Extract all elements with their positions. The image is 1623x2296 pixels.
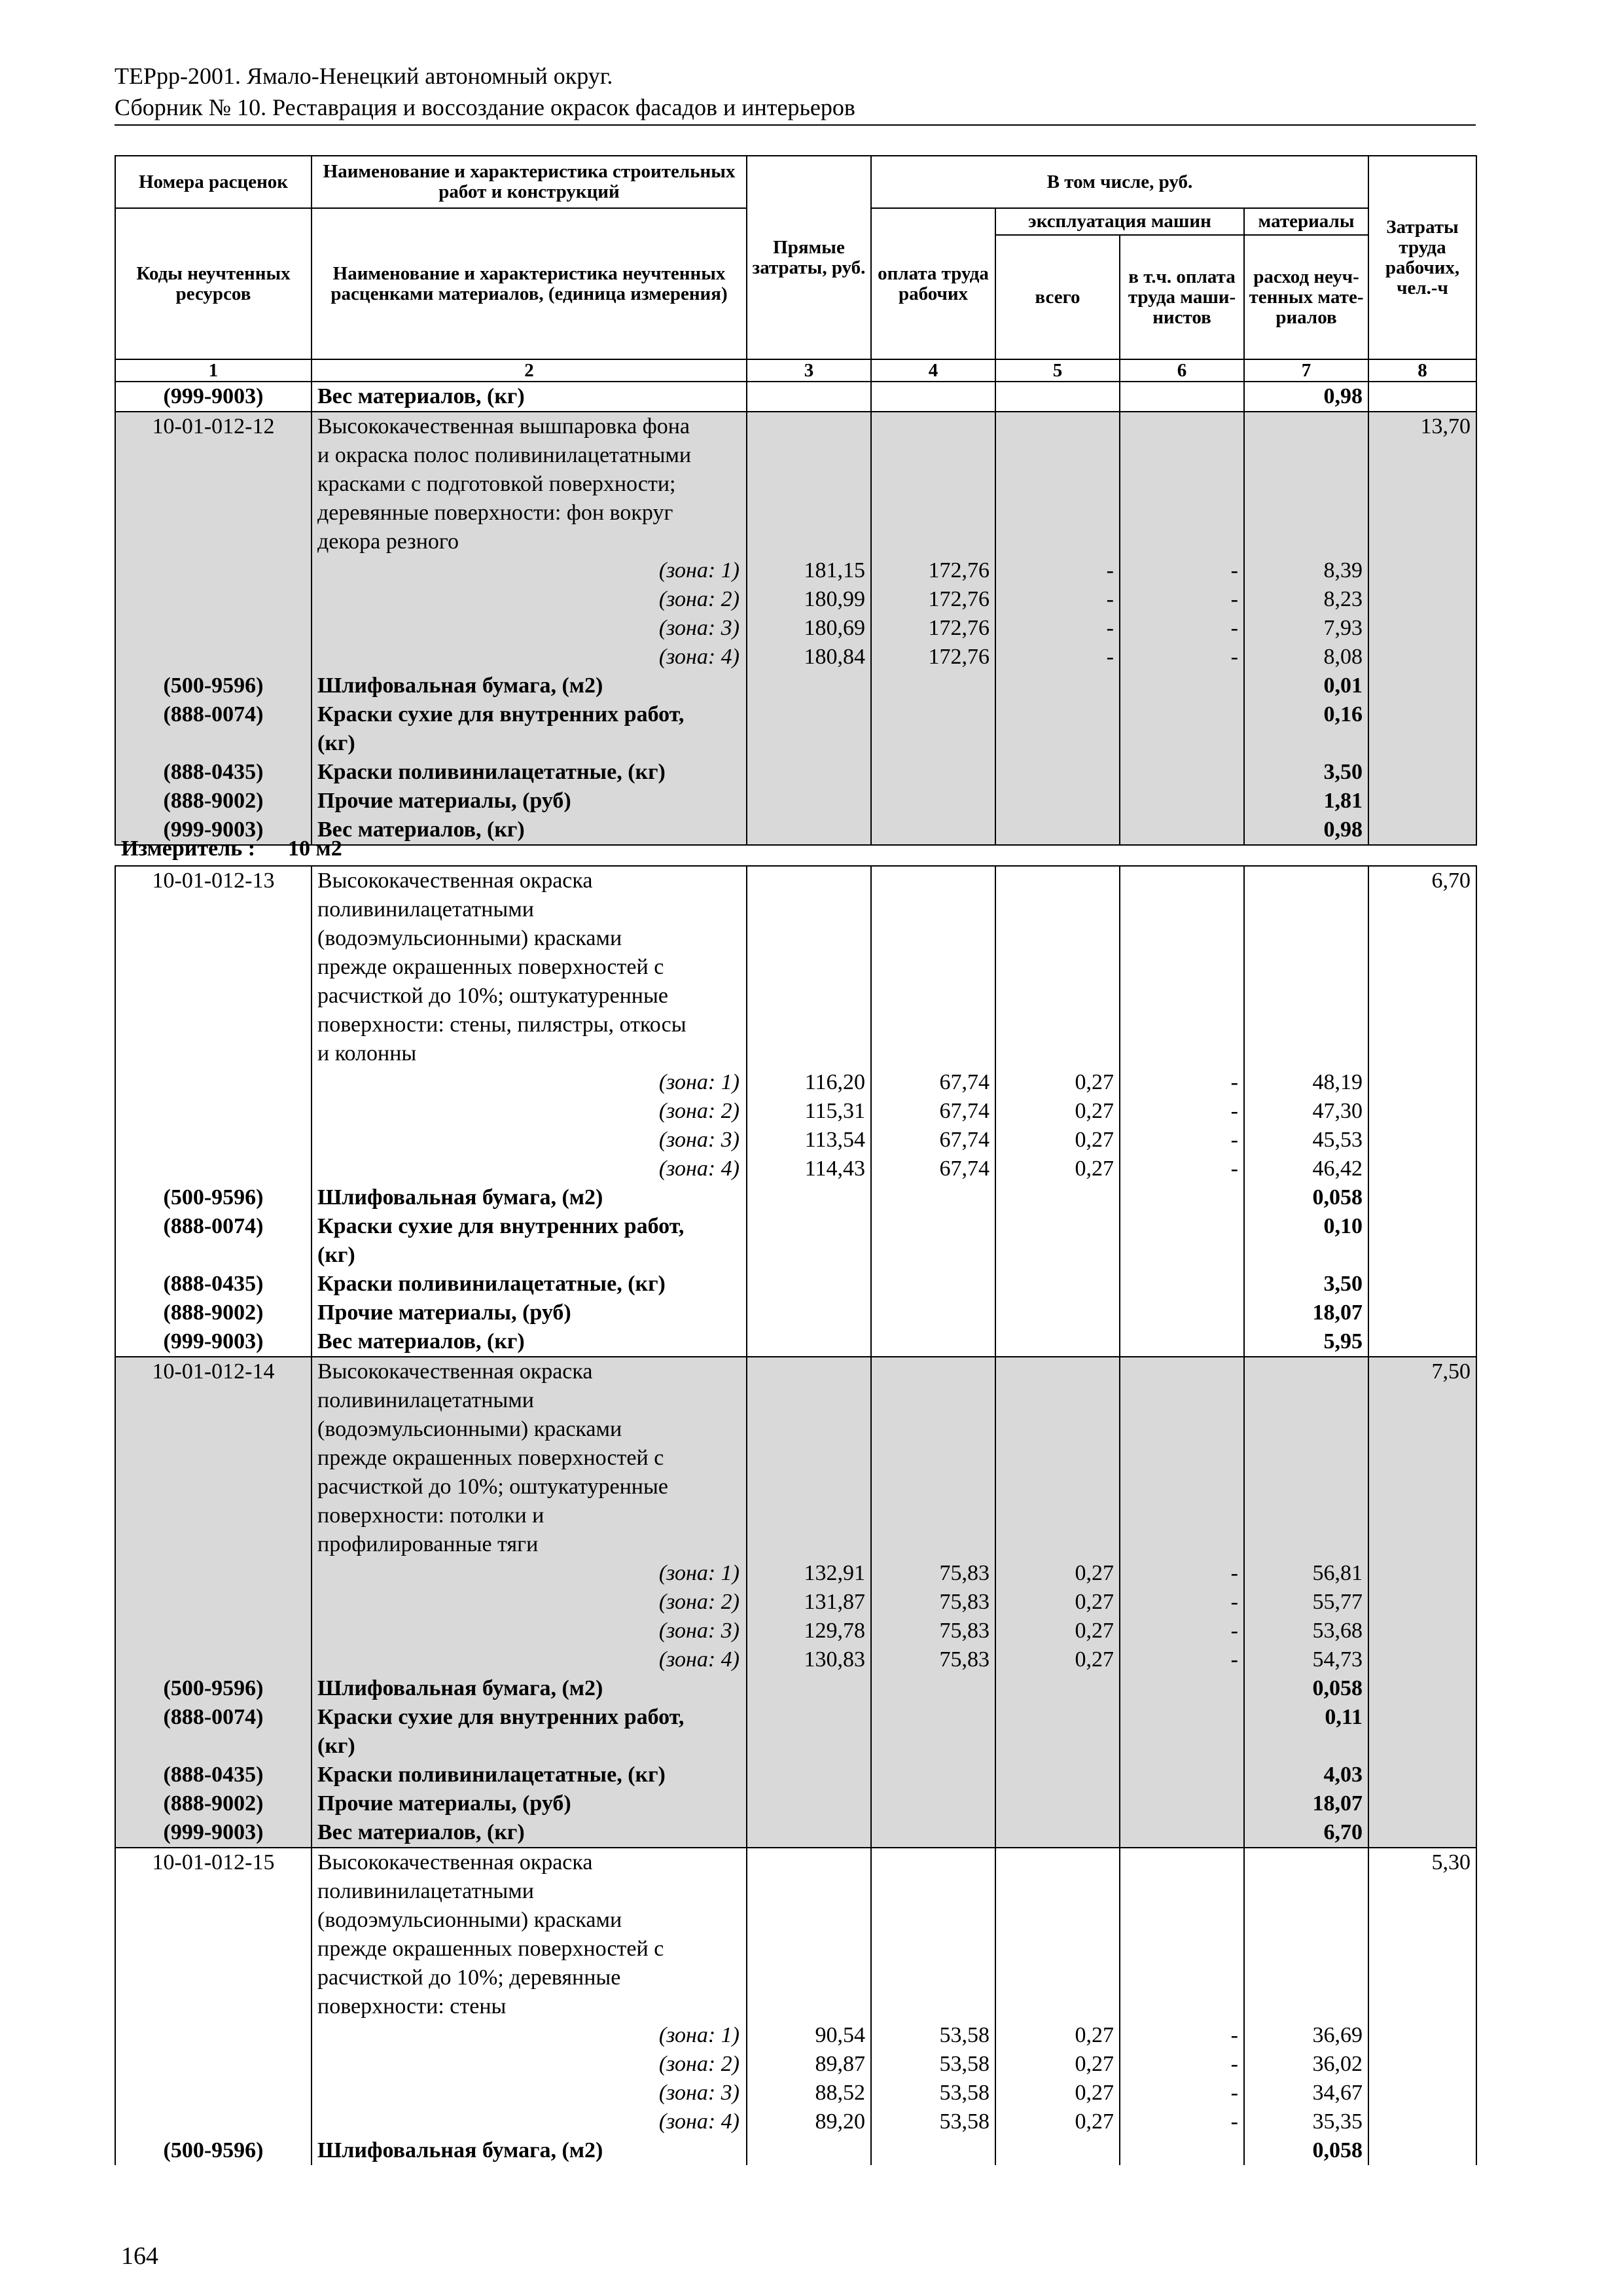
resource-row: (888-0074) Краски сухие для внутренних работ, 0,16	[115, 700, 1476, 729]
table-row: 10-01-012-15 Высококачественная окраска 5,30	[115, 1848, 1476, 1877]
table-row: поливинилацетатными	[115, 895, 1476, 924]
col-machine-wages: в т.ч. оплата труда маши-нистов	[1120, 235, 1244, 359]
resource-row: (кг)	[115, 1732, 1476, 1761]
table-row: расчисткой до 10%; деревянные	[115, 1964, 1476, 1992]
zone-row: (зона: 1) 181,15 172,76 - - 8,39	[115, 556, 1476, 585]
col-number: 2	[312, 359, 747, 382]
zone-row: (зона: 4) 130,83 75,83 0,27 - 54,73	[115, 1645, 1476, 1674]
measure-unit	[121, 836, 375, 861]
zone-row: (зона: 2) 115,31 67,74 0,27 - 47,30	[115, 1097, 1476, 1126]
resource-row: (888-9002) Прочие материалы, (руб) 1,81	[115, 787, 1476, 816]
zone-row: (зона: 3) 88,52 53,58 0,27 - 34,67	[115, 2079, 1476, 2108]
table-row: профилированные тяги	[115, 1530, 1476, 1559]
header-line-1: ТЕРрр-2001. Ямало-Ненецкий автономный округ.	[115, 63, 613, 89]
labor-value: 6,70	[1368, 866, 1476, 895]
zone-row: (зона: 2) 180,99 172,76 - - 8,23	[115, 585, 1476, 614]
zone-row: (зона: 4) 89,20 53,58 0,27 - 35,35	[115, 2108, 1476, 2136]
header-rule	[115, 124, 1476, 126]
col-materials: материалы	[1244, 208, 1368, 235]
resource-row: (500-9596) Шлифовальная бумага, (м2) 0,058	[115, 2136, 1476, 2165]
table-header	[115, 156, 1476, 382]
resource-row: (500-9596) Шлифовальная бумага, (м2) 0,01	[115, 672, 1476, 700]
zone-row: (зона: 3) 180,69 172,76 - - 7,93	[115, 614, 1476, 643]
zone-row: (зона: 3) 113,54 67,74 0,27 - 45,53	[115, 1126, 1476, 1155]
page-number: 164	[121, 2242, 158, 2270]
resource-row: (888-0435) Краски поливинилацетатные, (кг) 3,50	[115, 1270, 1476, 1299]
table-row: декора резного	[115, 528, 1476, 556]
table-row: поливинилацетатными	[115, 1386, 1476, 1415]
resource-row: (888-0435) Краски поливинилацетатные, (кг) 3,50	[115, 758, 1476, 787]
resource-row: (999-9003) Вес материалов, (кг) 0,98	[115, 816, 1476, 845]
col-number: 3	[747, 359, 871, 382]
rates-table-bottom	[115, 865, 1477, 2165]
col-including: В том числе, руб.	[871, 156, 1368, 208]
rate-code: 10-01-012-13	[115, 866, 312, 895]
col-material-usage: расход неуч-тенных мате-риалов	[1244, 235, 1368, 359]
labor-value: 7,50	[1368, 1357, 1476, 1386]
table-row: прежде окрашенных поверхностей с	[115, 1935, 1476, 1964]
zone-row: (зона: 3) 129,78 75,83 0,27 - 53,68	[115, 1617, 1476, 1645]
col-labor: Затраты труда рабочих, чел.-ч	[1368, 156, 1476, 359]
zone-row: (зона: 1) 132,91 75,83 0,27 - 56,81	[115, 1559, 1476, 1588]
col-resource-codes: Коды неучтенных ресурсов	[115, 208, 312, 359]
resource-row: (888-0435) Краски поливинилацетатные, (кг) 4,03	[115, 1761, 1476, 1789]
col-rate-numbers: Номера расценок	[115, 156, 312, 208]
table-row: расчисткой до 10%; оштукатуренные	[115, 982, 1476, 1011]
page-header	[115, 60, 1476, 123]
table-row: (водоэмульсионными) красками	[115, 1906, 1476, 1935]
col-material-name: Наименование и характеристика неучтенных расценками материалов, (единица измерения)	[312, 208, 747, 359]
table-row: 10-01-012-12 Высококачественная вышпаровка фона 13,70	[115, 412, 1476, 441]
rate-code: 10-01-012-14	[115, 1357, 312, 1386]
resource-row: (500-9596) Шлифовальная бумага, (м2) 0,058	[115, 1674, 1476, 1703]
table-row: деревянные поверхности: фон вокруг	[115, 499, 1476, 528]
col-machine-operation: эксплуатация машин	[995, 208, 1244, 235]
resource-row: (999-9003) Вес материалов, (кг) 6,70	[115, 1818, 1476, 1848]
rate-code: 10-01-012-12	[115, 412, 312, 441]
carryover-block	[115, 382, 1476, 412]
measure-value: 10 м2	[288, 836, 342, 861]
table-row: красками с подготовкой поверхности;	[115, 470, 1476, 499]
resource-row: (кг)	[115, 1241, 1476, 1270]
zone-row: (зона: 1) 116,20 67,74 0,27 - 48,19	[115, 1068, 1476, 1097]
table-row: и колонны	[115, 1039, 1476, 1068]
rate-block-12	[115, 412, 1476, 845]
zone-row: (зона: 1) 90,54 53,58 0,27 - 36,69	[115, 2021, 1476, 2050]
table-row: (999-9003) Вес материалов, (кг) 0,98	[115, 382, 1476, 412]
table-row: (водоэмульсионными) красками	[115, 924, 1476, 953]
zone-row: (зона: 4) 114,43 67,74 0,27 - 46,42	[115, 1155, 1476, 1183]
rate-code: 10-01-012-15	[115, 1848, 312, 1877]
table-row: 10-01-012-14 Высококачественная окраска 7,50	[115, 1357, 1476, 1386]
table-row: поверхности: стены	[115, 1992, 1476, 2021]
col-number: 1	[115, 359, 312, 382]
col-work-name: Наименование и характеристика строительных работ и конструкций	[312, 156, 747, 208]
table-row: (водоэмульсионными) красками	[115, 1415, 1476, 1444]
table-row: поверхности: стены, пилястры, откосы	[115, 1011, 1476, 1039]
col-number: 6	[1120, 359, 1244, 382]
col-direct-costs: Прямые затраты, руб.	[747, 156, 871, 359]
resource-row: (888-0074) Краски сухие для внутренних работ, 0,11	[115, 1703, 1476, 1732]
table-row: прежде окрашенных поверхностей с	[115, 953, 1476, 982]
table-row: прежде окрашенных поверхностей с	[115, 1444, 1476, 1473]
table-row: поливинилацетатными	[115, 1877, 1476, 1906]
zone-row: (зона: 4) 180,84 172,76 - - 8,08	[115, 643, 1476, 672]
resource-row: (888-9002) Прочие материалы, (руб) 18,07	[115, 1299, 1476, 1327]
rates-table-top	[115, 155, 1477, 846]
resource-row: (888-0074) Краски сухие для внутренних работ, 0,10	[115, 1212, 1476, 1241]
rate-block-13	[115, 866, 1476, 1357]
col-number: 5	[995, 359, 1120, 382]
col-wages: оплата труда рабочих	[871, 208, 995, 359]
labor-value: 5,30	[1368, 1848, 1476, 1877]
rate-block-14	[115, 1357, 1476, 1848]
col-number: 8	[1368, 359, 1476, 382]
resource-row: (кг)	[115, 729, 1476, 758]
col-number: 4	[871, 359, 995, 382]
measure-label: Измеритель :	[121, 836, 256, 861]
rate-block-15	[115, 1848, 1476, 2165]
table-row: 10-01-012-13 Высококачественная окраска 6,70	[115, 866, 1476, 895]
header-line-2: Сборник № 10. Реставрация и воссоздание окрасок фасадов и интерьеров	[115, 94, 855, 120]
resource-row: (999-9003) Вес материалов, (кг) 5,95	[115, 1327, 1476, 1357]
labor-value: 13,70	[1368, 412, 1476, 441]
col-number: 7	[1244, 359, 1368, 382]
table-row: и окраска полос поливинилацетатными	[115, 441, 1476, 470]
zone-row: (зона: 2) 131,87 75,83 0,27 - 55,77	[115, 1588, 1476, 1617]
col-machine-total: всего	[995, 235, 1120, 359]
table-row: расчисткой до 10%; оштукатуренные	[115, 1473, 1476, 1501]
zone-row: (зона: 2) 89,87 53,58 0,27 - 36,02	[115, 2050, 1476, 2079]
resource-row: (888-9002) Прочие материалы, (руб) 18,07	[115, 1789, 1476, 1818]
resource-row: (500-9596) Шлифовальная бумага, (м2) 0,058	[115, 1183, 1476, 1212]
table-row: поверхности: потолки и	[115, 1501, 1476, 1530]
